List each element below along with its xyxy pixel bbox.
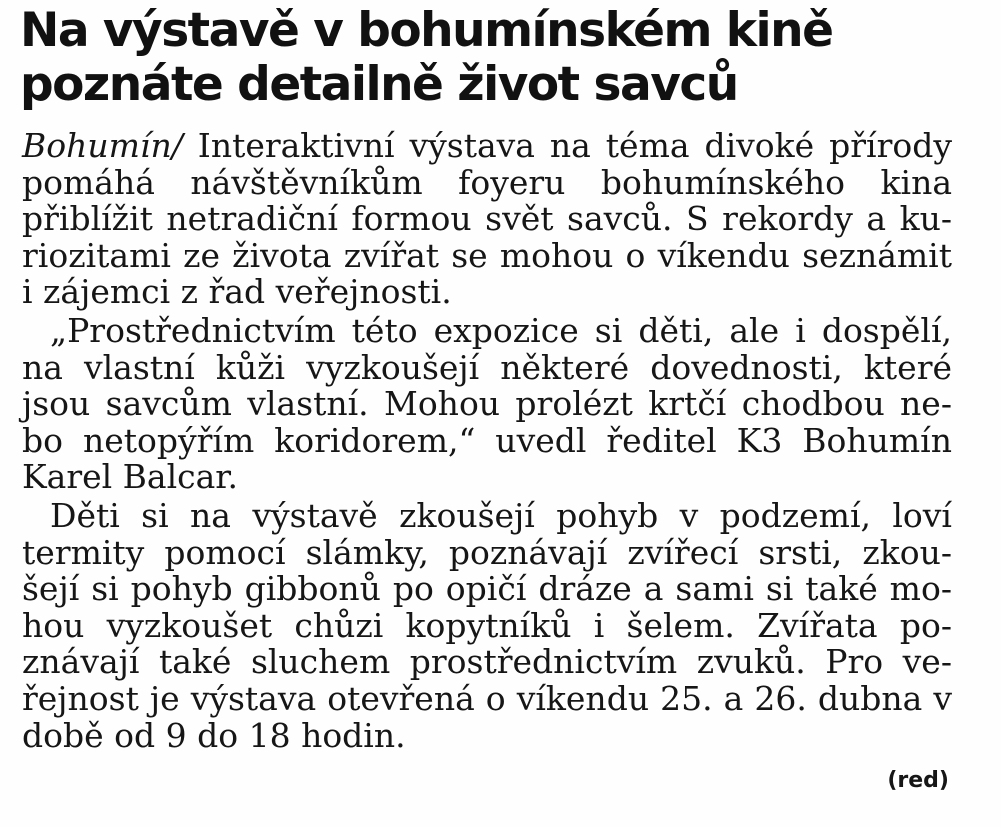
paragraph-1 <box>22 128 952 311</box>
body-line: na vlastní kůži vyzkoušejí některé dovednosti, které <box>22 347 952 387</box>
body-line: Děti si na výstavě zkoušejí pohyb v podzemí, loví <box>50 495 952 535</box>
article-headline <box>20 4 980 112</box>
body-line: řejnost je výstava otevřená o víkendu 25. a 26. dubna v <box>22 678 952 718</box>
body-line: bo netopýřím koridorem,“ uvedl ředitel K3 Bohumín <box>22 420 952 460</box>
headline-line-1: Na výstavě v bohumínském kině <box>20 3 833 58</box>
headline-line-2: poznáte detailně život savců <box>20 57 738 112</box>
body-line: termity pomocí slámky, poznávají zvířecí srsti, zkou- <box>22 532 952 572</box>
article-body <box>22 128 952 754</box>
body-line: přiblížit netradiční formou svět savců. S rekordy a ku- <box>22 199 952 239</box>
body-line: pomáhá návštěvníkům foyeru bohumínského kina <box>22 162 952 202</box>
body-line: hou vyzkoušet chůzi kopytníků i šelem. Zvířata po- <box>22 605 952 645</box>
paragraph-3 <box>22 495 952 755</box>
place-dateline: Bohumín/ <box>22 126 183 165</box>
body-line <box>22 128 952 165</box>
paragraph-2 <box>22 310 952 497</box>
body-line: i zájemci z řad veřejnosti. <box>22 272 452 312</box>
body-line: „Prostřednictvím této expozice si děti, ale i dospělí, <box>50 310 952 350</box>
body-line-text: Interaktivní výstava na téma divoké přírody <box>182 126 952 165</box>
body-line: riozitami ze života zvířat se mohou o víkendu seznámit <box>22 235 952 275</box>
body-line: Karel Balcar. <box>22 457 238 497</box>
body-line: jsou savcům vlastní. Mohou prolézt krtčí chodbou ne- <box>22 384 952 424</box>
body-line: době od 9 do 18 hodin. <box>22 715 406 755</box>
author-signature: (red) <box>887 768 949 793</box>
body-line: šejí si pohyb gibbonů po opičí dráze a sami si také mo- <box>22 569 952 609</box>
body-line: znávají také sluchem prostřednictvím zvuků. Pro ve- <box>22 642 952 682</box>
